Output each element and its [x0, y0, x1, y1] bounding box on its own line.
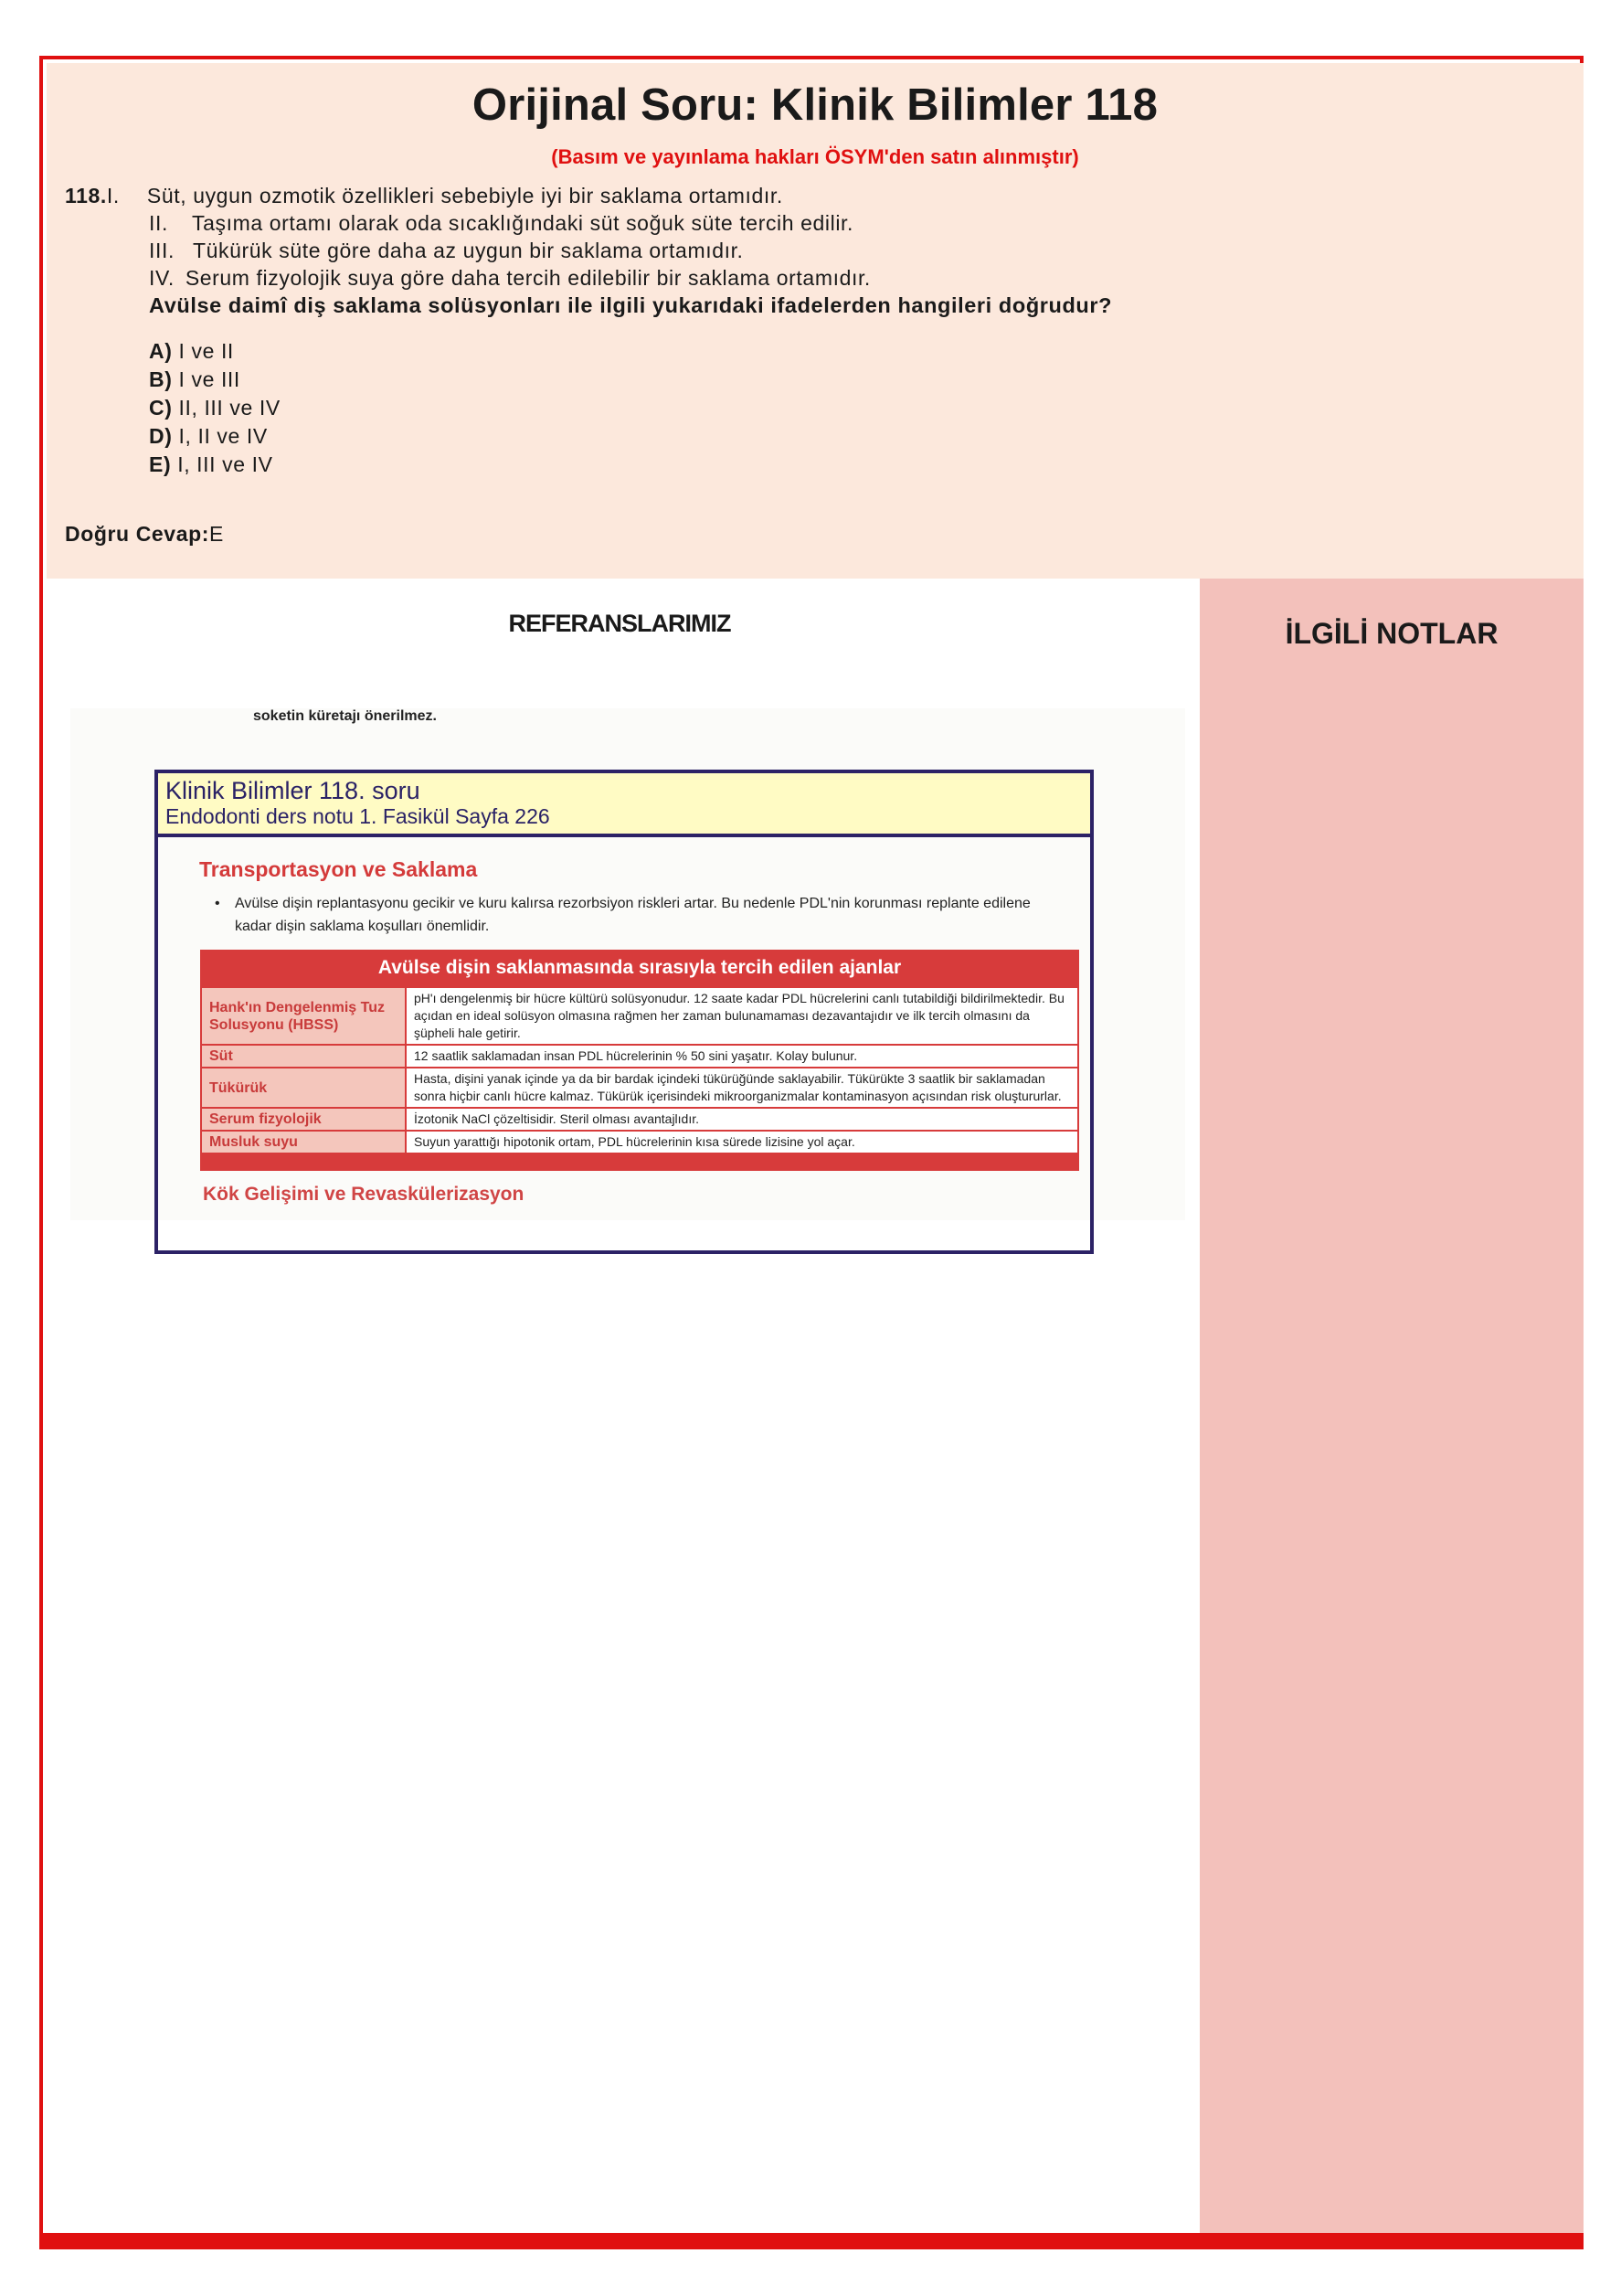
table-row — [201, 1108, 1078, 1131]
table-row — [201, 1045, 1078, 1068]
table-cell-agent: Tükürük — [201, 1068, 406, 1108]
statement-num: I. — [106, 184, 120, 207]
answer-label: Doğru Cevap: — [65, 522, 209, 546]
copyright-notice: (Basım ve yayınlama hakları ÖSYM'den satın alınmıştır) — [551, 145, 1079, 168]
correct-answer — [65, 522, 224, 547]
question-number: 118. — [65, 184, 107, 207]
bullet-icon: • — [215, 896, 220, 911]
table-cell-agent: Musluk suyu — [201, 1131, 406, 1153]
agents-table — [200, 950, 1079, 1171]
page-title: Orijinal Soru: Klinik Bilimler 118 — [471, 80, 1159, 130]
agents-table-footer — [200, 1154, 1079, 1171]
reference-question-label: Klinik Bilimler 118. soru — [165, 777, 420, 804]
option-d — [149, 424, 268, 449]
excerpt-bullet — [215, 892, 1055, 938]
reference-excerpt-image — [70, 708, 1185, 1220]
reference-box — [154, 770, 1094, 1254]
option-text: I ve II — [178, 339, 234, 363]
table-cell-agent: Süt — [201, 1045, 406, 1068]
option-letter: C) — [149, 396, 173, 420]
statement-text: Taşıma ortamı olarak oda sıcaklığındaki süt soğuk süte tercih edilir. — [191, 211, 854, 235]
excerpt-snippet-top: soketin küretajı önerilmez. — [253, 708, 437, 724]
option-text: I, II ve IV — [178, 424, 268, 448]
statement-num: III. — [149, 239, 175, 262]
option-b — [149, 367, 240, 392]
statement-text: Serum fizyolojik suya göre daha tercih edilebilir bir saklama ortamıdır. — [185, 266, 871, 290]
option-c — [149, 396, 281, 420]
table-cell-desc: Hasta, dişini yanak içinde ya da bir bardak içindeki tükürüğünde saklayabilir. Tükürükte 3 saatlik bir saklamadan sonra hiçbir canlı hücre kalmaz. Tükürük içerisindeki mikroorganizmalar kontaminasyon açısından risk oluştururlar. — [406, 1068, 1078, 1108]
statement-2 — [149, 209, 853, 237]
excerpt-section-title: Transportasyon ve Saklama — [199, 857, 478, 881]
statement-num: II. — [149, 211, 168, 235]
excerpt-snippet-bottom: Kök Gelişimi ve Revaskülerizasyon — [203, 1184, 524, 1205]
table-cell-desc: pH'ı dengelenmiş bir hücre kültürü solüsyonudur. 12 saate kadar PDL hücrelerini canlı tutabildiği bildirilmektedir. Bu açıdan en ideal solüsyon olmasına rağmen her zaman bulunamaması dezavantajıdır ve ilk tercih olmasını da şüpheli hale getirir. — [406, 987, 1078, 1045]
reference-source-label: Endodonti ders notu 1. Fasikül Sayfa 226 — [165, 804, 550, 828]
option-text: II, III ve IV — [178, 396, 281, 420]
excerpt-bullet-text: Avülse dişin replantasyonu gecikir ve kuru kalırsa rezorbsiyon riskleri artar. Bu nedenle PDL'nin korunması replante edilene kadar dişin saklama koşulları önemlidir. — [235, 896, 1031, 934]
notes-panel — [1200, 579, 1584, 2237]
table-cell-desc: Suyun yarattığı hipotonik ortam, PDL hücrelerinin kısa sürede lizisine yol açar. — [406, 1131, 1078, 1153]
statement-text: Süt, uygun ozmotik özellikleri sebebiyle iyi bir saklama ortamıdır. — [146, 184, 783, 207]
option-a — [149, 339, 234, 364]
table-cell-agent: Hank'ın Dengelenmiş Tuz Solusyonu (HBSS) — [201, 987, 406, 1045]
answer-value: E — [209, 522, 224, 546]
option-e — [149, 452, 273, 477]
notes-title: İLGİLİ NOTLAR — [1285, 617, 1499, 650]
option-text: I ve III — [178, 367, 240, 391]
statement-3 — [149, 237, 744, 264]
statement-4 — [149, 264, 871, 292]
frame-bottom-bar — [39, 2233, 1584, 2249]
table-cell-desc: 12 saatlik saklamadan insan PDL hücrelerinin % 50 sini yaşatır. Kolay bulunur. — [406, 1045, 1078, 1068]
table-cell-agent: Serum fizyolojik — [201, 1108, 406, 1131]
table-row — [201, 1131, 1078, 1153]
agents-table-title: Avülse dişin saklanmasında sırasıyla tercih edilen ajanlar — [200, 950, 1079, 986]
option-text: I, III ve IV — [177, 452, 273, 476]
question-panel — [47, 63, 1584, 579]
references-title: REFERANSLARIMIZ — [508, 610, 731, 637]
table-row — [201, 1068, 1078, 1108]
reference-box-header — [158, 773, 1090, 837]
table-cell-desc: İzotonik NaCl çözeltisidir. Steril olması avantajlıdır. — [406, 1108, 1078, 1131]
statement-num: IV. — [149, 266, 175, 290]
option-letter: A) — [149, 339, 173, 363]
option-letter: B) — [149, 367, 173, 391]
question-stem: Avülse daimî diş saklama solüsyonları ile ilgili yukarıdaki ifadelerden hangileri doğrudur? — [149, 293, 1113, 317]
option-letter: D) — [149, 424, 173, 448]
option-letter: E) — [149, 452, 172, 476]
table-row — [201, 987, 1078, 1045]
statement-1 — [65, 182, 783, 209]
page-frame — [39, 56, 1584, 2249]
statement-text: Tükürük süte göre daha az uygun bir saklama ortamıdır. — [192, 239, 744, 262]
